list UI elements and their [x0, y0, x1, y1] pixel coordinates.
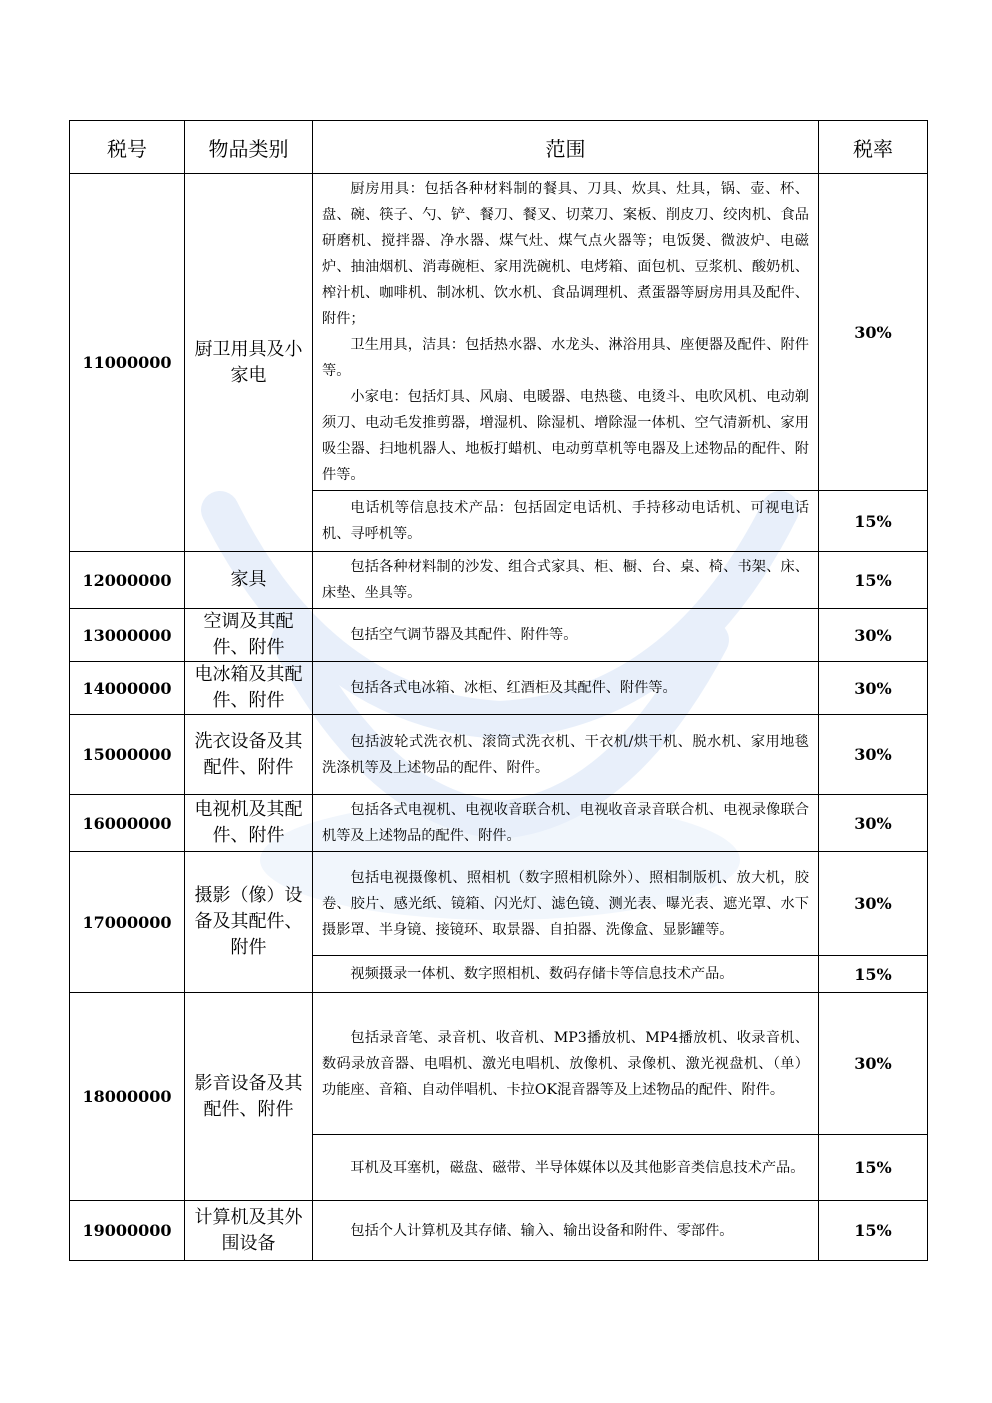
scope-cell	[313, 852, 819, 956]
scope-cell	[313, 1201, 819, 1261]
scope-cell	[313, 662, 819, 715]
item-category: 洗衣设备及其配件、附件	[185, 715, 313, 795]
tax-rate-table	[69, 120, 928, 1261]
scope-cell	[313, 715, 819, 795]
scope-cell	[313, 956, 819, 993]
item-category: 空调及其配件、附件	[185, 609, 313, 662]
scope-paragraph: 包括录音笔、录音机、收音机、MP3播放机、MP4播放机、收录音机、数码录放音器、电唱机、激光电唱机、放像机、录像机、激光视盘机、（单）功能座、音箱、自动伴唱机、卡拉OK混音器等及上述物品的配件、附件。	[322, 1029, 809, 1098]
tax-rate: 30%	[819, 715, 928, 795]
header-code: 税号	[70, 121, 185, 174]
scope-cell	[313, 795, 819, 852]
table-row	[70, 174, 928, 491]
scope-paragraph: 包括个人计算机及其存储、输入、输出设备和附件、零部件。	[350, 1222, 734, 1239]
scope-paragraph: 包括各式电冰箱、冰柜、红酒柜及其配件、附件等。	[350, 680, 677, 696]
scope-cell	[313, 491, 819, 552]
tax-code: 13000000	[70, 609, 185, 662]
tax-code: 16000000	[70, 795, 185, 852]
scope-cell	[313, 993, 819, 1135]
tax-rate: 30%	[819, 795, 928, 852]
table-row	[70, 795, 928, 852]
item-category: 厨卫用具及小家电	[185, 174, 313, 552]
tax-rate: 15%	[819, 491, 928, 552]
header-rate: 税率	[819, 121, 928, 174]
tax-rate: 15%	[819, 552, 928, 609]
tax-code: 14000000	[70, 662, 185, 715]
item-category: 家具	[185, 552, 313, 609]
tax-rate: 30%	[819, 609, 928, 662]
table-row	[70, 1201, 928, 1261]
table-row	[70, 715, 928, 795]
scope-cell	[313, 1135, 819, 1201]
tax-rate: 30%	[819, 174, 928, 491]
header-scope: 范围	[313, 121, 819, 174]
tax-rate: 30%	[819, 852, 928, 956]
tax-code: 11000000	[70, 174, 185, 552]
tax-code: 19000000	[70, 1201, 185, 1261]
table-row	[70, 609, 928, 662]
table-row	[70, 993, 928, 1135]
item-category: 电冰箱及其配件、附件	[185, 662, 313, 715]
scope-paragraph: 小家电：包括灯具、风扇、电暖器、电热毯、电烫斗、电吹风机、电动剃须刀、电动毛发推剪器，增湿机、除湿机、增除湿一体机、空气清新机、家用吸尘器、扫地机器人、地板打蜡机、电动剪草机等电器及上述物品的配件、附件等。	[322, 389, 809, 483]
item-category: 影音设备及其配件、附件	[185, 993, 313, 1201]
scope-cell	[313, 552, 819, 609]
scope-paragraph: 包括电视摄像机、照相机（数字照相机除外）、照相制版机、放大机，胶卷、胶片、感光纸、镜箱、闪光灯、滤色镜、测光表、曝光表、遮光罩、水下摄影罩、半身镜、接镜环、取景器、自拍器、洗像盒、显影罐等。	[322, 869, 809, 938]
table-header-row	[70, 121, 928, 174]
tax-rate: 15%	[819, 1201, 928, 1261]
scope-paragraph: 包括各式电视机、电视收音联合机、电视收音录音联合机、电视录像联合机等及上述物品的配件、附件。	[322, 802, 809, 844]
tax-code: 17000000	[70, 852, 185, 993]
scope-paragraph: 视频摄录一体机、数字照相机、数码存储卡等信息技术产品。	[350, 966, 734, 982]
item-category: 电视机及其配件、附件	[185, 795, 313, 852]
scope-paragraph: 卫生用具，洁具：包括热水器、水龙头、淋浴用具、座便器及配件、附件等。	[322, 337, 809, 379]
scope-paragraph: 厨房用具：包括各种材料制的餐具、刀具、炊具、灶具，锅、壶、杯、盘、碗、筷子、勺、铲、餐刀、餐叉、切菜刀、案板、削皮刀、绞肉机、食品研磨机、搅拌器、净水器、煤气灶、煤气点火器等；电饭煲、微波炉、电磁炉、抽油烟机、消毒碗柜、家用洗碗机、电烤箱、面包机、豆浆机、酸奶机、榨汁机、咖啡机、制冰机、饮水机、食品调理机、煮蛋器等厨房用具及配件、附件；	[322, 181, 809, 327]
tax-rate: 15%	[819, 956, 928, 993]
scope-paragraph: 电话机等信息技术产品：包括固定电话机、手持移动电话机、可视电话机、寻呼机等。	[322, 500, 809, 542]
scope-paragraph: 包括各种材料制的沙发、组合式家具、柜、橱、台、桌、椅、书架、床、床垫、坐具等。	[322, 559, 809, 601]
tax-code: 15000000	[70, 715, 185, 795]
scope-cell	[313, 609, 819, 662]
scope-cell	[313, 174, 819, 491]
item-category: 摄影（像）设备及其配件、附件	[185, 852, 313, 993]
scope-paragraph: 包括空气调节器及其配件、附件等。	[350, 627, 578, 643]
header-category: 物品类别	[185, 121, 313, 174]
tax-rate: 30%	[819, 662, 928, 715]
tax-rate: 30%	[819, 993, 928, 1135]
table-row	[70, 852, 928, 956]
table-row	[70, 552, 928, 609]
table-row	[70, 662, 928, 715]
item-category: 计算机及其外围设备	[185, 1201, 313, 1261]
scope-paragraph: 包括波轮式洗衣机、滚筒式洗衣机、干衣机/烘干机、脱水机、家用地毯洗涤机等及上述物品的配件、附件。	[322, 733, 809, 776]
scope-paragraph: 耳机及耳塞机，磁盘、磁带、半导体媒体以及其他影音类信息技术产品。	[350, 1159, 805, 1176]
tax-code: 12000000	[70, 552, 185, 609]
tax-code: 18000000	[70, 993, 185, 1201]
tax-rate: 15%	[819, 1135, 928, 1201]
